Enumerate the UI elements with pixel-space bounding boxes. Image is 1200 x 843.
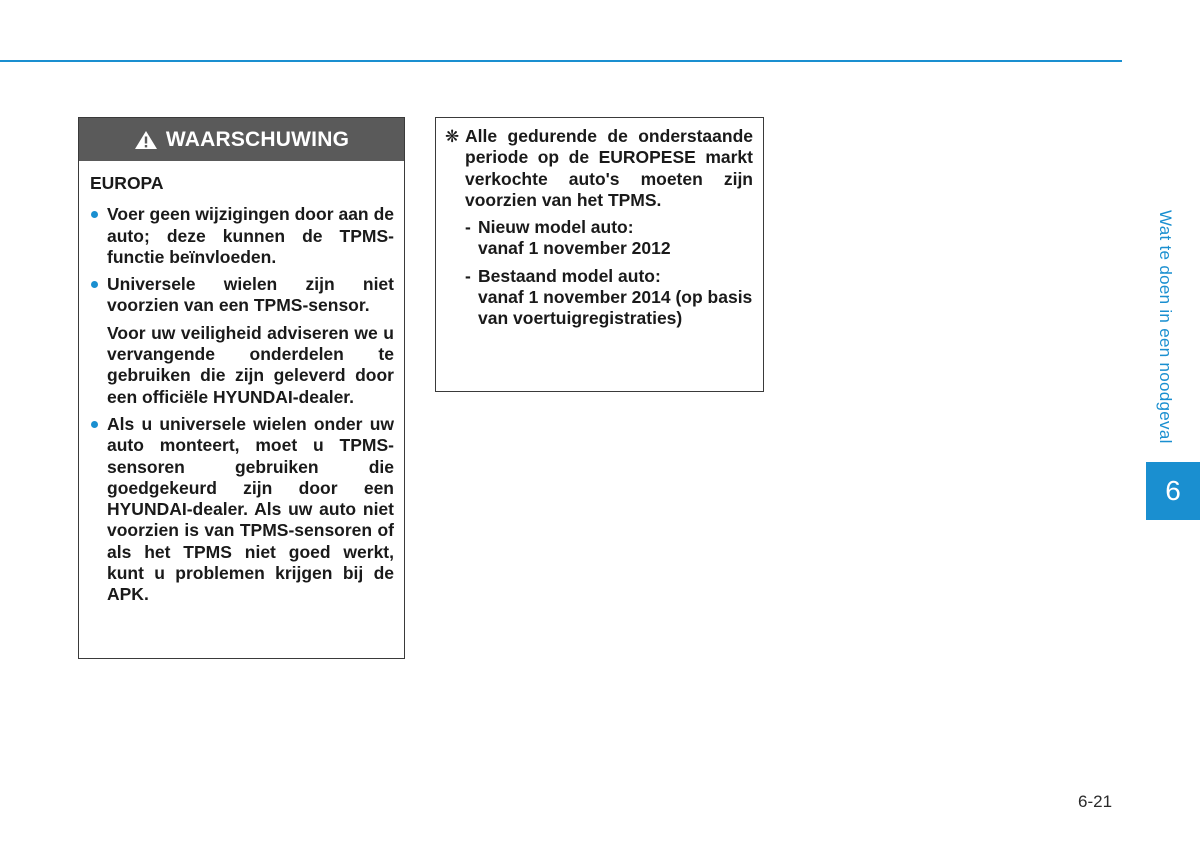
warning-bullet-text: Universele wielen zijn niet voorzien van een TPMS-sensor. — [107, 274, 394, 316]
warning-bullet — [90, 204, 394, 268]
warning-title: WAARSCHUWING — [165, 127, 350, 151]
warning-header — [79, 118, 404, 161]
warning-box — [78, 117, 405, 659]
warning-bullet — [90, 414, 394, 606]
warning-bullet-extra: Voor uw veiligheid adviseren we u vervangende onderdelen te gebruiken die zijn geleverd door een officiële HYUNDAI-dealer. — [107, 322, 394, 407]
note-item-detail: vanaf 1 november 2014 (op basis van voertuigregistraties) — [478, 287, 753, 329]
note-lead — [445, 126, 753, 211]
warning-body — [79, 161, 404, 606]
note-item-label: Nieuw model auto: — [478, 217, 634, 238]
note-dash: - — [465, 217, 471, 238]
header-rule — [0, 60, 1122, 62]
chapter-number: 6 — [1165, 475, 1181, 506]
bullet-dot-icon — [91, 421, 98, 428]
warning-bullet-text: Als u universele wielen onder uw auto monteert, moet u TPMS-sensoren gebruiken die goedgekeurd zijn door een HYUNDAI-dealer. Als uw auto niet voorzien is van TPMS-sensoren of als het TPMS niet goed werkt, kunt u problemen krijgen bij de APK. — [107, 413, 394, 605]
asterisk-icon: ❋ — [445, 127, 460, 146]
warning-bullet-text: Voer geen wijzigingen door aan de auto; deze kunnen de TPMS-functie beïnvloeden. — [107, 204, 394, 267]
bullet-dot-icon — [91, 211, 98, 218]
chapter-tab[interactable] — [1146, 462, 1200, 520]
warning-triangle-icon — [134, 130, 158, 150]
note-dash: - — [465, 265, 471, 286]
warning-region: EUROPA — [90, 173, 164, 193]
warning-bullet — [90, 274, 394, 317]
section-title: Wat te doen in een noodgeval — [1156, 210, 1175, 444]
page-number: 6-21 — [1078, 792, 1113, 811]
note-item — [445, 217, 753, 260]
note-item-label: Bestaand model auto: — [478, 265, 661, 286]
note-lead-text: Alle gedurende de onderstaande periode op de EUROPESE markt verkochte auto's moeten zijn voorzien van het TPMS. — [465, 126, 753, 210]
note-item-detail: vanaf 1 november 2012 — [478, 238, 671, 259]
bullet-dot-icon — [91, 281, 98, 288]
note-box — [435, 117, 764, 392]
note-item — [445, 266, 753, 330]
